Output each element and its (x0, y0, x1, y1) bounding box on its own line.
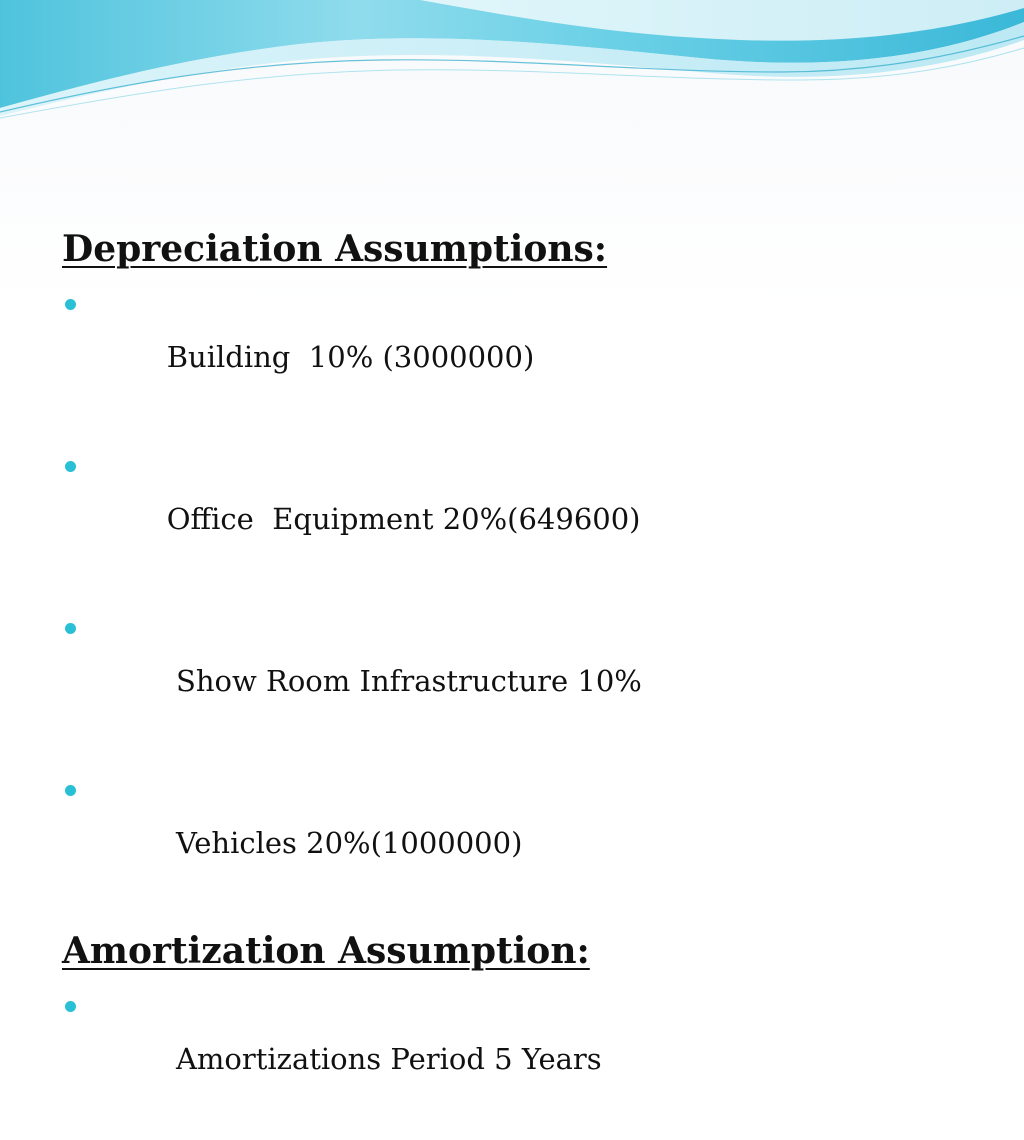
amortization-heading: Amortization Assumption: (62, 930, 590, 972)
bullet-dot-icon (65, 623, 76, 634)
list-item-text: Office Equipment 20%(649600) (166, 502, 641, 536)
bullet-dot-icon (65, 299, 76, 310)
list-item-text: Building 10% (3000000) (166, 340, 535, 374)
list-item (62, 600, 962, 762)
amortization-list (62, 978, 962, 1140)
list-item (62, 978, 962, 1140)
bullet-dot-icon (65, 785, 76, 796)
slide-content (62, 222, 962, 1140)
list-item-text: Vehicles 20%(1000000) (166, 826, 523, 860)
bullet-dot-icon (65, 461, 76, 472)
decorative-wave-header (0, 0, 1024, 130)
list-item-text: Amortizations Period 5 Years (166, 1042, 602, 1076)
depreciation-list (62, 276, 962, 924)
list-item (62, 762, 962, 924)
bullet-dot-icon (65, 1001, 76, 1012)
list-item (62, 276, 962, 438)
depreciation-heading: Depreciation Assumptions: (62, 228, 608, 270)
list-item-text: Show Room Infrastructure 10% (166, 664, 642, 698)
list-item (62, 438, 962, 600)
